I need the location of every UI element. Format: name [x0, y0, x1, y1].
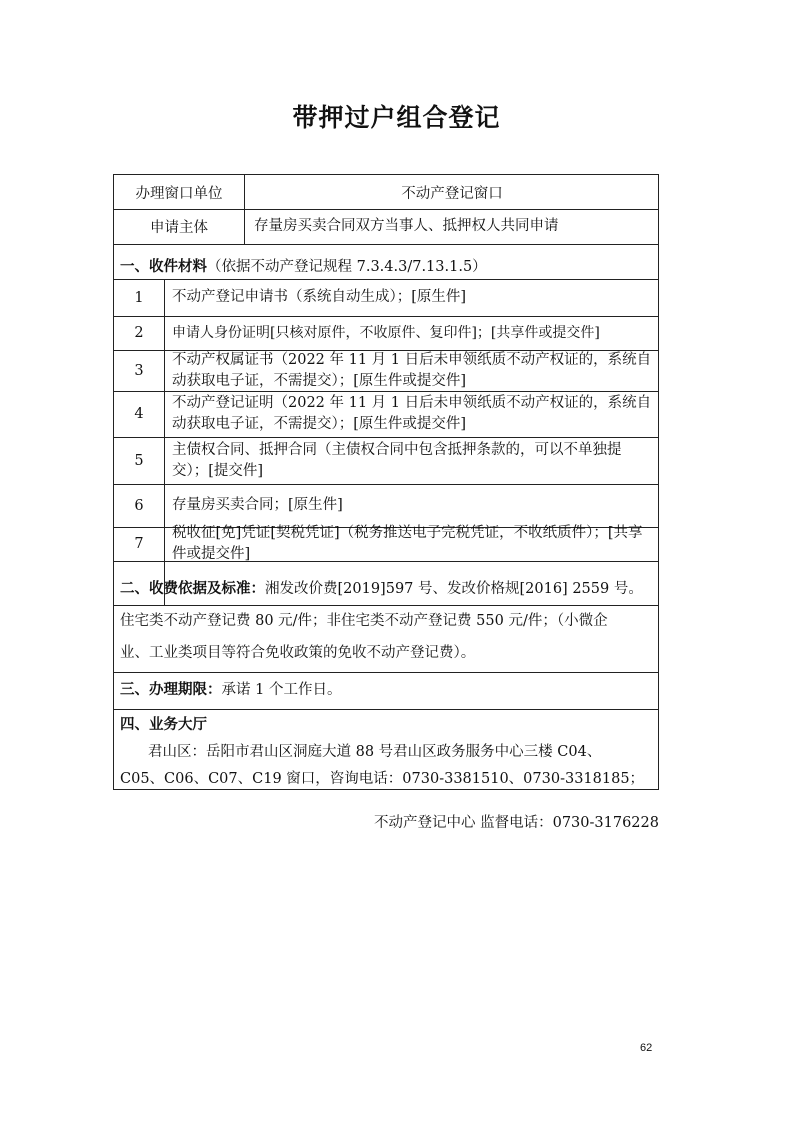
material-text: 不动产权属证书（2022 年 11 月 1 日后未申领纸质不动产权证的，系统自动获取电子证，不需提交）；[原生件或提交件] — [172, 351, 652, 389]
hall-section — [120, 712, 656, 793]
materials-heading-row — [120, 257, 656, 278]
material-text: 税收征[免]凭证[契税凭证]（税务推送电子完税凭证，不收纸质件）；[共享件或提交件] — [172, 525, 643, 562]
material-number: 2 — [134, 325, 144, 341]
material-number: 4 — [134, 406, 144, 422]
hall-heading: 四、业务大厅 — [120, 717, 207, 733]
document-title: 带押过户组合登记 — [292, 103, 501, 132]
fees-line-3: 业、工业类项目等符合免收政策的免收不动产登记费）。 — [120, 645, 476, 661]
hall-line-2: C05、C06、C07、C19 窗口，咨询电话：0730-3381510、0730-3318185； — [120, 771, 645, 787]
fees-line-1 — [120, 573, 656, 605]
material-text: 存量房买卖合同；[原生件] — [172, 497, 343, 513]
period-section — [120, 672, 656, 709]
info-table — [113, 174, 659, 790]
fees-basis: 湘发改价费[2019]597 号、发改价格规[2016] 2559 号。 — [265, 581, 643, 597]
material-text: 申请人身份证明[只核对原件，不收原件、复印件]；[共享件或提交件] — [172, 324, 600, 341]
materials-heading: 一、收件材料 — [120, 259, 207, 275]
material-number: 1 — [134, 289, 144, 306]
info-value-applicant: 存量房买卖合同双方当事人、抵押权人共同申请 — [254, 218, 559, 234]
material-text: 主债权合同、抵押合同（主债权合同中包含抵押条款的，可以不单独提交）；[提交件] — [172, 441, 622, 479]
hall-line-1: 君山区：岳阳市君山区洞庭大道 88 号君山区政务服务中心三楼 C04、 — [148, 744, 602, 760]
material-number: 5 — [134, 452, 144, 469]
row-divider — [114, 709, 658, 710]
material-number: 7 — [134, 536, 144, 552]
info-label-applicant: 申请主体 — [150, 220, 208, 236]
fees-line-2: 住宅类不动产登记费 80 元/件；非住宅类不动产登记费 550 元/件；（小微企 — [120, 613, 608, 629]
material-number: 3 — [134, 362, 144, 379]
info-label-window: 办理窗口单位 — [135, 185, 223, 202]
info-value-window: 不动产登记窗口 — [401, 185, 503, 202]
row-divider — [114, 244, 658, 245]
fees-heading: 二、收费依据及标准： — [120, 581, 265, 597]
supervision-footer: 不动产登记中心 监督电话：0730-3176228 — [374, 815, 659, 831]
fees-section — [120, 573, 656, 669]
material-text: 不动产登记申请书（系统自动生成）；[原生件] — [172, 289, 467, 305]
material-text: 不动产登记证明（2022 年 11 月 1 日后未申领纸质不动产权证的，系统自动获取电子证，不需提交）；[原生件或提交件] — [172, 395, 652, 432]
period-heading: 三、办理期限： — [120, 682, 222, 698]
period-text: 承诺 1 个工作日。 — [221, 682, 342, 698]
material-number: 6 — [134, 497, 144, 514]
page-number: 62 — [640, 1042, 653, 1054]
materials-basis: （依据不动产登记规程 7.3.4.3/7.13.1.5） — [207, 259, 487, 275]
column-divider — [164, 279, 165, 605]
